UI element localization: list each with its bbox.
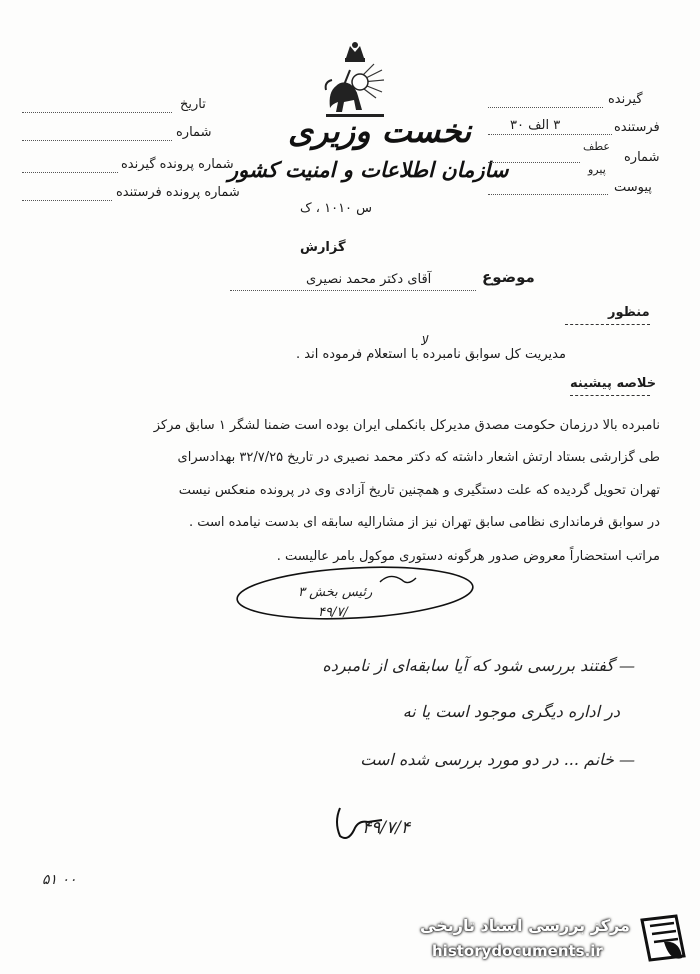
org-subtitle: سازمان اطلاعات و امنیت کشور bbox=[228, 157, 509, 182]
summary-label: خلاصه پیشینه bbox=[570, 376, 657, 391]
org-code: س ۱۰۱۰ ، ک bbox=[300, 201, 373, 216]
right-number-label: شماره bbox=[624, 150, 660, 165]
handwritten-line: — گفتند بررسی شود که آیا سابقه‌ای از نامبرده bbox=[322, 656, 635, 675]
number-label: شماره bbox=[176, 125, 212, 140]
subject-label: موضوع bbox=[482, 268, 535, 286]
body-line: تهران تحویل گردیده که علت دستگیری و همچنین تاریخ آزادی وی در پرونده منعکس نیست bbox=[178, 483, 660, 498]
handwritten-line: — خانم ... در دو مورد بررسی شده است bbox=[360, 750, 635, 769]
report-heading: گزارش bbox=[300, 240, 346, 255]
number-ref-label: عطف bbox=[583, 140, 610, 153]
oval-note: رئیس بخش ۳ bbox=[298, 585, 373, 600]
number-follow-label: پیرو bbox=[588, 163, 606, 176]
purpose-hand-mark: لا bbox=[420, 334, 428, 349]
purpose-text: مدیریت کل سوابق نامبرده با استعلام فرموده اند . bbox=[296, 347, 566, 362]
body-line: در سوابق فرمانداری نظامی سابق تهران نیز از مشارالیه سابقه ای بدست نیامده است . bbox=[189, 515, 660, 530]
body-line: مراتب استحضاراً معروض صدور هرگونه دستوری موکول بامر عالیست . bbox=[276, 549, 660, 564]
sender-label: فرستنده bbox=[614, 120, 660, 135]
oval-date: ۴۹/۷/ bbox=[318, 605, 348, 620]
bottom-left-mark: ۵۱ ۰۰ bbox=[42, 872, 77, 888]
date-label: تاریخ bbox=[180, 97, 206, 112]
watermark-url: historydocuments.ir bbox=[432, 942, 603, 960]
body-line: طی گزارشی بستاد ارتش اشعار داشته که دکتر محمد نصیری در تاریخ ۳۲/۷/۲۵ بهدادسرای bbox=[177, 450, 660, 465]
subject-value: آقای دکتر محمد نصیری bbox=[306, 272, 432, 287]
sender-value: ۳ الف ۳۰ bbox=[510, 118, 561, 133]
document-archive-logo-icon bbox=[636, 912, 690, 964]
receiver-label: گیرنده bbox=[608, 92, 643, 107]
org-title: نخست وزیری bbox=[288, 112, 472, 150]
sender-file-label: شماره پرونده فرستنده bbox=[116, 185, 240, 200]
watermark-title: مرکز بررسی اسناد تاریخی bbox=[420, 916, 630, 935]
handwritten-line: در اداره دیگری موجود است یا نه bbox=[402, 702, 620, 721]
receiver-file-label: شماره پرونده گیرنده bbox=[121, 157, 234, 172]
body-line: نامبرده بالا درزمان حکومت مصدق مدیرکل بانکملی ایران بوده است ضمنا لشگر ۱ سابق مرکز bbox=[153, 418, 660, 433]
purpose-label: منظور bbox=[608, 305, 650, 320]
crown-lion-and-sun-emblem-icon bbox=[322, 40, 388, 122]
bottom-date: ۴۹/۷/۴ bbox=[362, 818, 410, 838]
attachment-label: پیوست bbox=[614, 180, 652, 195]
